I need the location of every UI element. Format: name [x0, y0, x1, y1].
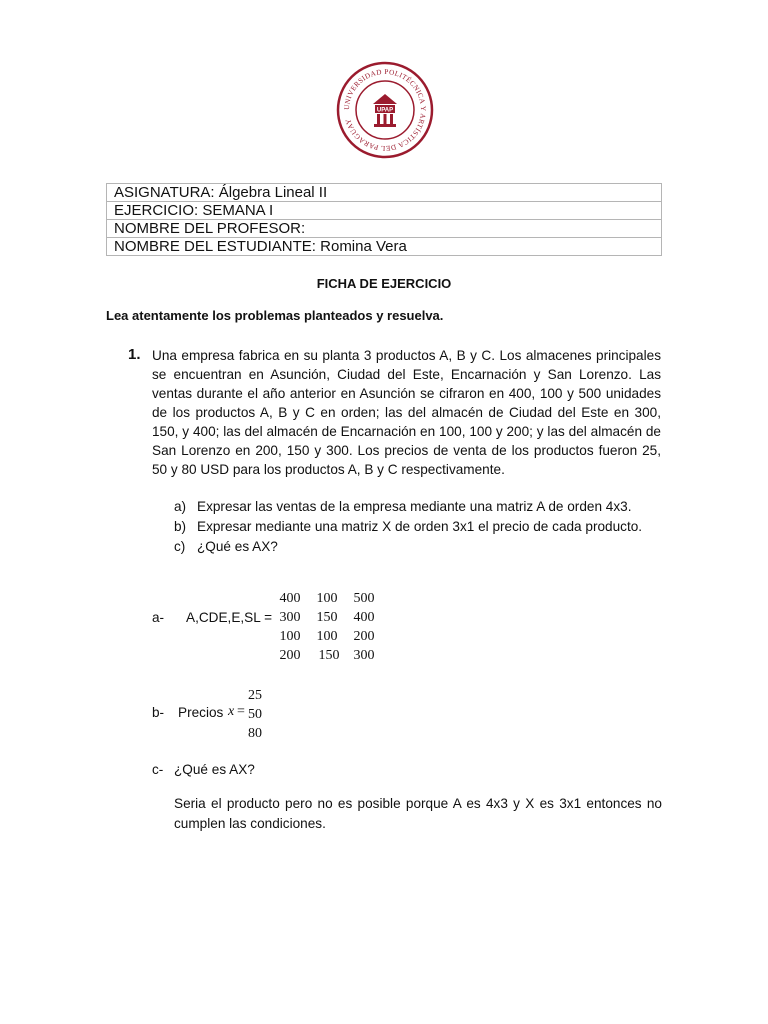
answer-c-explanation: Seria el producto pero no es posible porque A es 4x3 y X es 3x1 entonces no cumplen las condiciones.	[174, 796, 662, 831]
question-item	[174, 517, 642, 537]
instructions: Lea atentamente los problemas planteados y resuelva.	[106, 308, 444, 323]
matrix-cell: 100	[316, 629, 338, 644]
matrix-cell: 400	[353, 610, 375, 625]
answer-c-question: ¿Qué es AX?	[174, 762, 255, 777]
answer-a-label: a-	[152, 610, 165, 625]
answer-b-variable: x	[228, 704, 235, 719]
matrix-cell: 150	[316, 610, 338, 625]
question-text: Expresar mediante una matriz X de orden 3x1 el precio de cada producto.	[197, 519, 643, 534]
problem-statement: Una empresa fabrica en su planta 3 productos A, B y C. Los almacenes principales se encuentran en Asunción, Ciudad del Este, Encarnación y San Lorenzo. Las ventas durante el año anterior en Asunción se cifraron en 400, 100 y 500 unidades de los productos A, B y C en orden; las del almacén de Ciudad del Este en 300, 150, y 400; las del almacén de Encarnación en 100, 100 y 200; y las del almacén de San Lorenzo en 200, 150 y 300. Los precios de venta de los productos fueron 25, 50 y 80 USD para los productos A, B y C respectivamente.	[152, 348, 661, 477]
question-letter: c)	[174, 539, 186, 554]
info-subject: ASIGNATURA: Álgebra Lineal II	[107, 184, 662, 202]
matrix-cell: 100	[316, 591, 338, 606]
vector-cell: 80	[248, 726, 262, 741]
university-seal-logo	[333, 58, 437, 162]
info-teacher: NOMBRE DEL PROFESOR:	[107, 220, 662, 238]
question-text: Expresar las ventas de la empresa mediante una matriz A de orden 4x3.	[197, 499, 632, 514]
answer-b-prefix: Precios	[178, 705, 224, 720]
matrix-cell: 300	[353, 648, 375, 663]
matrix-cell: 200	[279, 648, 301, 663]
vector-cell: 50	[248, 707, 262, 722]
answer-c-label: c-	[152, 762, 164, 777]
question-item	[174, 537, 642, 557]
matrix-cell: 150	[318, 648, 340, 663]
matrix-cell: 500	[353, 591, 375, 606]
question-letter: b)	[174, 519, 187, 534]
answer-b-label: b-	[152, 705, 165, 720]
matrix-cell: 200	[353, 629, 375, 644]
vector-cell: 25	[248, 688, 262, 703]
matrix-cell: 400	[279, 591, 301, 606]
matrix-cell: 300	[279, 610, 301, 625]
seal-initials: UPAP	[376, 107, 394, 114]
problem-number: 1.	[128, 346, 141, 363]
page-title: FICHA DE EJERCICIO	[316, 276, 452, 291]
question-letter: a)	[174, 499, 187, 514]
answer-a-lhs: A,CDE,E,SL =	[186, 610, 273, 625]
question-text: ¿Qué es AX?	[197, 539, 278, 554]
question-item	[174, 497, 642, 517]
answer-b-equals: =	[237, 704, 245, 719]
info-exercise: EJERCICIO: SEMANA I	[107, 202, 662, 220]
price-vector	[248, 686, 268, 743]
info-student: NOMBRE DEL ESTUDIANTE: Romina Vera	[107, 238, 662, 256]
seal-text: UNIVERSIDAD POLITÉCNICA Y ARTÍSTICA DEL PARAGUAY	[342, 67, 428, 153]
header-info-table	[106, 183, 662, 256]
question-list	[174, 497, 642, 557]
matrix-a	[270, 591, 390, 667]
matrix-cell: 100	[279, 629, 301, 644]
